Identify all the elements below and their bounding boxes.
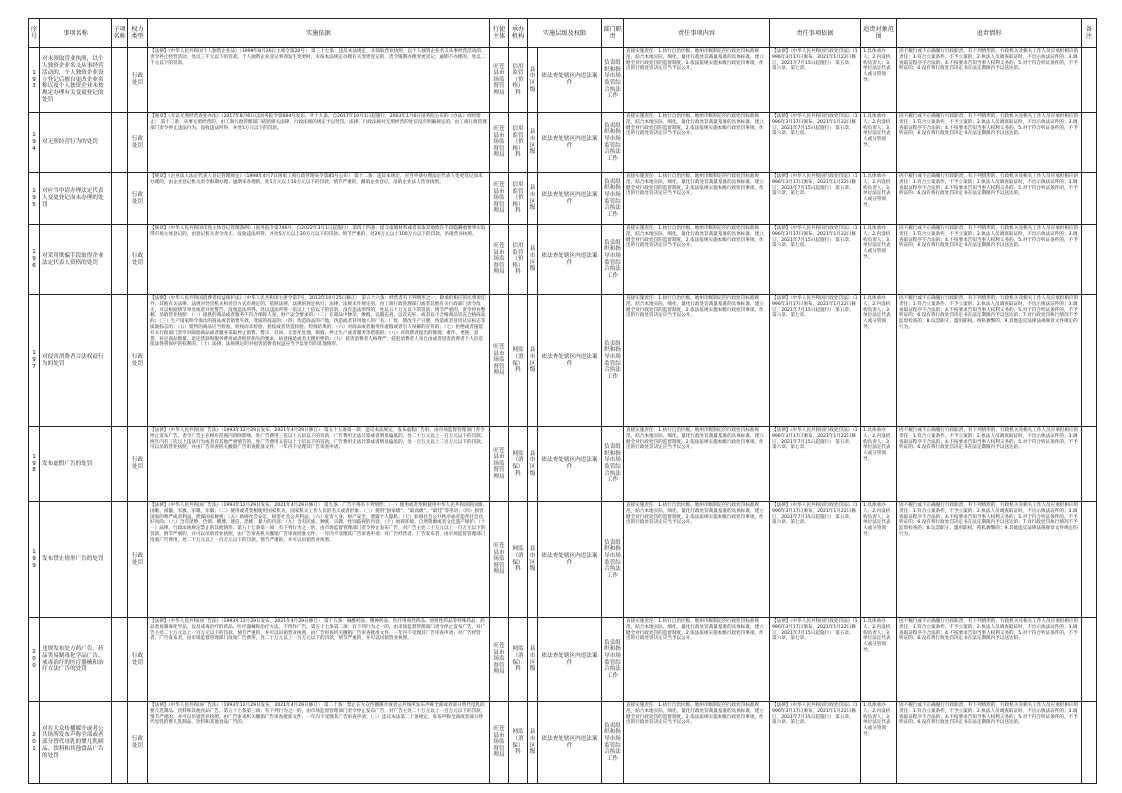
row-seq: 198: [29, 427, 40, 502]
header-seq: 序号: [29, 19, 40, 48]
row-basis: 【规章】《无证无照经营查处办法》（2017年8月6日以国务院令第684号发布，共十九条，自2017年10月1日起施行，2003年1月6日国务院公布的《办法》同时废止） 第十三条：从事无照经营的，由工商行政管理部门依照相关法律、行政法规的规定予以处罚。法律、行政法规对无照经营的处罚没有明确规定的，由工商行政管理部门责令停止违法行为，没收违法所得，并处1万元以下的罚款。: [148, 113, 490, 173]
row-type: 行政处罚: [128, 295, 148, 427]
row-seq: 193: [29, 48, 40, 113]
row-duty: 直接实施责任：1.执行自治区级、地州市级制定的行政处罚标准规范，结合本地实际，细化、量化行政处罚裁量基准的具体标准，建立健全对行政处罚的监督制度。2.依法依规实施本级行政处罚事项，作出的行政处罚决定应当予以公开。: [624, 48, 770, 113]
header-subject: 行使主体: [490, 19, 509, 48]
row-level: 县市区级: [528, 702, 538, 784]
row-basis: 【法律】《中华人民共和国个人独资企业法》（1999年8月30日主席令第20号） 第三十七条：违反本法规定，未领取营业执照，以个人独资企业名义从事经营活动的，责令停止经营活动，处以三千元以下的罚款。个人独资企业登记事项发生变更时，未按本法规定办理有关变更登记的，责令限期办理变更登记；逾期不办理的，处以二千元以下的罚款。: [148, 48, 490, 113]
row-level: 县市区级: [528, 295, 538, 427]
header-dept: 部门职责: [602, 19, 624, 48]
row-duty-basis: 【法律】《中华人民共和国行政处罚法》（1996年3月17日颁布，2021年1月22日修订，2021年7月15日起施行） 第五章、第六章、第七章。: [770, 618, 861, 702]
row-undertaker: 信用监管（价格）科: [509, 225, 528, 295]
row-dept: 负责组织和指导市场监管综合执法工作: [602, 702, 624, 784]
row-seq: 197: [29, 295, 40, 427]
row-name: 对应当申请办理法定代表人变更登记而未办理的处罚: [40, 173, 112, 225]
row-basis: 【规章】《中华人民共和国市场主体登记管理条例》（国务院令第746号，自2022年3月1日起施行） 第四十四条：提交虚假材料或者采取其他欺诈手段隐瞒重要事实取得市场主体登记的，由登记机关责令改正，没收违法所得，并处5万元以上20万元以下的罚款；情节严重的，处20万元以上100万元以下的罚款，吊销营业执照。: [148, 225, 490, 295]
row-level-auth: 依法查处辖区内违法案件: [538, 618, 602, 702]
row-seq: 200: [29, 618, 40, 702]
row-duty: 直接实施责任：1.执行自治区级、地州市级制定的行政处罚标准规范，结合本地实际，细化、量化行政处罚裁量基准的具体标准，建立健全对行政处罚的监督制度。2.依法依规实施本级行政处罚事项，作出的行政处罚决定应当予以公开。: [624, 173, 770, 225]
row-duty-basis: 【法律】《中华人民共和国行政处罚法》（1996年3月17日颁布，2021年1月22日修订，2021年7月15日起施行） 第五章、第六章、第七章。: [770, 502, 861, 618]
row-sub: [112, 502, 128, 618]
row-type: 行政处罚: [128, 48, 148, 113]
row-level-auth: 依法查处辖区内违法案件: [538, 173, 602, 225]
row-sub: [112, 427, 128, 502]
row-name: 对未领取营业执照，以个人独资企业名义从事经营活动的，个人独资企业设立登记后擅自更改企业名称以及个人独资企业未按规定办理有关变更登记的处罚: [40, 48, 112, 113]
table-row: [29, 295, 1097, 427]
row-level-auth: 依法查处辖区内违法案件: [538, 225, 602, 295]
header-basis: 实施依据: [148, 19, 490, 48]
row-sub: [112, 702, 128, 784]
row-level: 县市区级: [528, 427, 538, 502]
row-target: 1.具体承办人；2.内设机构负责人；3.单位法定代表人或分管领导。: [861, 173, 897, 225]
row-target: 1.具体承办人；2.内设机构负责人；3.单位法定代表人或分管领导。: [861, 295, 897, 427]
row-undertaker: 网监（消保）科: [509, 502, 528, 618]
row-remark: [1082, 225, 1097, 295]
row-dept: 负责组织和指导市场监管综合执法工作: [602, 48, 624, 113]
row-type: 行政处罚: [128, 618, 148, 702]
row-target: 1.具体承办人；2.内设机构负责人；3.单位法定代表人或分管领导。: [861, 618, 897, 702]
row-remark: [1082, 173, 1097, 225]
row-name: 违规发布处方药广告、药品类易制毒化学品广告、戒毒治疗的医疗器械和治疗方法广告的处罚: [40, 618, 112, 702]
row-undertaker: 信用监管（价格）科: [509, 113, 528, 173]
row-sub: [112, 295, 128, 427]
row-sub: [112, 48, 128, 113]
row-circ: 因不履行或不正确履行行政职责，有下列情形的，行政机关及相关工作人员应承担相应的责任：1.符合立案条件，不予立案的；2.执法人员调查取证时，不出示执法证件的；3.调查取证程序不合法的；4.不按要求告知当事人权利义务的；5.对于符合听证条件的，不予听证的；6.没有将行政处罚决定书在法定期限内予以送达的；7.对行政处罚执行情况不予监督检查的；8.玩忽职守、滥用职权、徇私舞弊的；9.其他违反法律法规规章文件规定的行为。: [897, 502, 1082, 618]
header-level: 实施层级及权限: [528, 19, 602, 48]
row-subject: 旺苍县市场监督管理局: [490, 173, 509, 225]
table-row: [29, 225, 1097, 295]
row-duty-basis: 【法律】《中华人民共和国行政处罚法》（1996年3月17日颁布，2021年1月22日修订，2021年7月15日起施行） 第五章、第六章、第七章。: [770, 113, 861, 173]
row-duty-basis: 【法律】《中华人民共和国行政处罚法》（1996年3月17日颁布，2021年1月22日修订，2021年7月15日起施行） 第五章、第六章、第七章。: [770, 173, 861, 225]
table-row: [29, 702, 1097, 784]
row-circ: 因不履行或不正确履行行政职责，有下列情形的，行政机关及相关工作人员应承担相应的责任：1.符合立案条件，不予立案的；2.执法人员调查取证时，不出示执法证件的；3.调查取证程序不合法的；4.不按要求告知当事人权利义务的；5.对于符合听证条件的，不予听证的；6.没有将行政处罚决定书在法定期限内予以送达的。: [897, 225, 1082, 295]
row-seq: 201: [29, 702, 40, 784]
header-name: 事项名称: [40, 19, 112, 48]
header-remark: 备注: [1082, 19, 1097, 48]
row-name: 发布禁止情形广告的处罚: [40, 502, 112, 618]
table-row: [29, 48, 1097, 113]
row-dept: 负责组织和指导市场监管综合执法工作: [602, 225, 624, 295]
row-remark: [1082, 295, 1097, 427]
row-level-auth: 依法查处辖区内违法案件: [538, 502, 602, 618]
row-dept: 负责组织和指导市场监管综合执法工作: [602, 618, 624, 702]
row-subject: 旺苍县市场监督管理局: [490, 225, 509, 295]
header-undertaker: 承办机构: [509, 19, 528, 48]
row-circ: 因不履行或不正确履行行政职责，有下列情形的，行政机关及相关工作人员应承担相应的责任：1.符合立案条件，不予立案的；2.执法人员调查取证时，不出示执法证件的；3.调查取证程序不合法的；4.不按要求告知当事人权利义务的；5.对于符合听证条件的，不予听证的；6.没有将行政处罚决定书在法定期限内予以送达的。: [897, 618, 1082, 702]
row-remark: [1082, 427, 1097, 502]
row-level: 县市区级: [528, 173, 538, 225]
row-level-auth: 依法查处辖区内违法案件: [538, 427, 602, 502]
row-level: 县市区级: [528, 113, 538, 173]
row-seq: 196: [29, 225, 40, 295]
row-duty-basis: 【法律】《中华人民共和国行政处罚法》（1996年3月17日颁布，2021年1月22日修订，2021年7月15日起施行） 第五章、第六章、第七章。: [770, 295, 861, 427]
row-level-auth: 依法查处辖区内违法案件: [538, 295, 602, 427]
row-dept: 负责组织和指导市场监管综合执法工作: [602, 502, 624, 618]
row-level-auth: 依法查处辖区内违法案件: [538, 702, 602, 784]
row-duty-basis: 【法律】《中华人民共和国行政处罚法》（1996年3月17日颁布，2021年1月22日修订，2021年7月15日起施行） 第五章、第六章、第七章。: [770, 427, 861, 502]
row-target: 1.具体承办人；2.内设机构负责人；3.单位法定代表人或分管领导。: [861, 225, 897, 295]
header-type: 权力类型: [128, 19, 148, 48]
row-sub: [112, 618, 128, 702]
row-target: 1.具体承办人；2.内设机构负责人；3.单位法定代表人或分管领导。: [861, 702, 897, 784]
row-subject: 旺苍县市场监督管理局: [490, 618, 509, 702]
row-circ: 因不履行或不正确履行行政职责，有下列情形的，行政机关及相关工作人员应承担相应的责任：1.符合立案条件，不予立案的；2.执法人员调查取证时，不出示执法证件的；3.调查取证程序不合法的；4.不按要求告知当事人权利义务的；5.对于符合听证条件的，不予听证的；6.没有将行政处罚决定书在法定期限内予以送达的。: [897, 427, 1082, 502]
row-duty-basis: 【法律】《中华人民共和国行政处罚法》（1996年3月17日颁布，2021年1月22日修订，2021年7月15日起施行） 第五章、第六章、第七章。: [770, 702, 861, 784]
row-remark: [1082, 702, 1097, 784]
row-circ: 因不履行或不正确履行行政职责，有下列情形的，行政机关及相关工作人员应承担相应的责任：1.符合立案条件，不予立案的；2.执法人员调查取证时，不出示执法证件的；3.调查取证程序不合法的；4.不按要求告知当事人权利义务的；5.对于符合听证条件的，不予听证的；6.没有将行政处罚决定书在法定期限内予以送达的。: [897, 113, 1082, 173]
row-duty: 直接实施责任：1.执行自治区级、地州市级制定的行政处罚标准规范，结合本地实际，细化、量化行政处罚裁量基准的具体标准，建立健全对行政处罚的监督制度。2.依法依规实施本级行政处罚事项，作出的行政处罚决定应当予以公开。: [624, 225, 770, 295]
row-name: 对在大众传播媒介或者公共场所发布声称全部或者部分替代母乳的婴儿乳制品、饮料和其他食品广告的处罚: [40, 702, 112, 784]
row-basis: 【规章】《企业法人法定代表人登记管理规定》（1998年4月7日国家工商行政管理局令第85号公布） 第十二条：违反本规定，应当申请办理法定代表人变更登记而未办理的，由企业登记机关责令限期办理；逾期未办理的，处1万元以上10万元以下的罚款；情节严重的，撤销企业登记，吊销企业法人营业执照。: [148, 173, 490, 225]
table-row: [29, 502, 1097, 618]
row-name: 对无照经营行为的处罚: [40, 113, 112, 173]
row-basis: 【法律】《中华人民共和国广告法》（1993年12月29日发布，2021年4月29日修订） 第九条：广告不得有下列情形：（一）使用或者变相使用中华人民共和国的国旗、国歌、国徽，军旗、军歌、军徽；（二）使用或者变相使用国家机关、国家机关工作人员的名义或者形象；（三）使用“国家级”、“最高级”、“最佳”等用语；（四）损害国家的尊严或者利益，泄露国家秘密；（五）妨碍社会安定，损害社会公共利益；（六）危害人身、财产安全，泄露个人隐私；（七）妨碍社会公共秩序或者违背社会良好风尚；（八）含有淫秽、色情、赌博、迷信、恐怖、暴力的内容；（九）含有民族、种族、宗教、性别歧视的内容；（十）妨碍环境、自然资源或者文化遗产保护；（十一）法律、行政法规规定禁止的其他情形。第五十七条第一项：有下列行为之一的，由市场监督管理部门责令停止发布广告，对广告主处二十万元以上一百万元以下的罚款，情节严重的，并可以吊销营业执照，由广告审查机关撤销广告审查批准文件、一年内不受理其广告审查申请；对广告经营者、广告发布者，由市场监督管理部门没收广告费用，处二十万元以上一百万元以下的罚款，情节严重的，并可以吊销营业执照。: [148, 502, 490, 618]
row-subject: 旺苍县市场监督管理局: [490, 702, 509, 784]
row-circ: 因不履行或不正确履行行政职责，有下列情形的，行政机关及相关工作人员应承担相应的责任：1.符合立案条件，不予立案的；2.执法人员调查取证时，不出示执法证件的；3.调查取证程序不合法的；4.不按要求告知当事人权利义务的；5.对于符合听证条件的，不予听证的；6.没有将行政处罚决定书在法定期限内予以送达的。: [897, 48, 1082, 113]
row-name: 对采用欺骗手段取得企业法定代表人资格的处罚: [40, 225, 112, 295]
row-name: 对侵害消费者合法权益行为的处罚: [40, 295, 112, 427]
row-target: 1.具体承办人；2.内设机构负责人；3.单位法定代表人或分管领导。: [861, 113, 897, 173]
row-circ: 因不履行或不正确履行行政职责，有下列情形的，行政机关及相关工作人员应承担相应的责任：1.符合立案条件，不予立案的；2.执法人员调查取证时，不出示执法证件的；3.调查取证程序不合法的；4.不按要求告知当事人权利义务的；5.对于符合听证条件的，不予听证的；6.没有将行政处罚决定书在法定期限内予以送达的。: [897, 173, 1082, 225]
header-row: [29, 19, 1097, 48]
row-type: 行政处罚: [128, 113, 148, 173]
row-circ: 因不履行或不正确履行行政职责，有下列情形的，行政机关及相关工作人员应承担相应的责任：1.符合立案条件，不予立案的；2.执法人员调查取证时，不出示执法证件的；3.调查取证程序不合法的；4.不按要求告知当事人权利义务的；5.对于符合听证条件的，不予听证的；6.没有将行政处罚决定书在法定期限内予以送达的；7.对行政处罚执行情况不予监督检查的；8.玩忽职守、滥用职权、徇私舞弊的；9.其他违反法律法规规章文件规定的行为。: [897, 295, 1082, 427]
row-duty: 直接实施责任：1.执行自治区级、地州市级制定的行政处罚标准规范，结合本地实际，细化、量化行政处罚裁量基准的具体标准，建立健全对行政处罚的监督制度。2.依法依规实施本级行政处罚事项，作出的行政处罚决定应当予以公开。: [624, 427, 770, 502]
row-undertaker: 网监（消保）科: [509, 295, 528, 427]
row-subject: 旺苍县市场监督管理局: [490, 502, 509, 618]
table-row: [29, 113, 1097, 173]
row-sub: [112, 113, 128, 173]
row-level: 县市区级: [528, 502, 538, 618]
table-row: [29, 173, 1097, 225]
row-level: 县市区级: [528, 618, 538, 702]
power-list-table: [28, 18, 1097, 784]
row-dept: 负责组织和指导市场监管综合执法工作: [602, 173, 624, 225]
header-sub: 子项名称: [112, 19, 128, 48]
row-target: 1.具体承办人；2.内设机构负责人；3.单位法定代表人或分管领导。: [861, 48, 897, 113]
row-duty: 直接实施责任：1.执行自治区级、地州市级制定的行政处罚标准规范，结合本地实际，细化、量化行政处罚裁量基准的具体标准，建立健全对行政处罚的监督制度。2.依法依规实施本级行政处罚事项，作出的行政处罚决定应当予以公开。: [624, 618, 770, 702]
row-basis: 【法律】《中华人民共和国广告法》（1993年12月29日发布，2021年4月29日修订） 第五十五条第一款：违反本法规定，发布虚假广告的，由市场监督管理部门责令停止发布广告，责令广告主在相应范围内消除影响，处广告费用三倍以上五倍以下的罚款，广告费用无法计算或者明显偏低的，处二十万元以上一百万元以下的罚款；两年内有三次以上违法行为或者有其他严重情节的，处广告费用五倍以上十倍以下的罚款，广告费用无法计算或者明显偏低的，处一百万元以上二百万元以下的罚款，可以吊销营业执照，并由广告审查机关撤销广告审查批准文件、一年内不受理其广告审查申请。: [148, 427, 490, 502]
row-sub: [112, 225, 128, 295]
row-basis: 【法律】《中华人民共和国广告法》（1993年12月29日发布，2021年4月29日修订） 第十五条：麻醉药品、精神药品、医疗用毒性药品、放射性药品等特殊药品，药品类易制毒化学品，以及戒毒治疗的药品、医疗器械和治疗方法，不得作广告。第五十七条第二项：有下列行为之一的，由市场监督管理部门责令停止发布广告，对广告主处二十万元以上一百万元以下的罚款，情节严重的，并可以吊销营业执照，由广告审查机关撤销广告审查批准文件、一年内不受理其广告审查申请；对广告经营者、广告发布者，由市场监督管理部门没收广告费用，处二十万元以上一百万元以下的罚款，情节严重的，并可以吊销营业执照。: [148, 618, 490, 702]
row-undertaker: 网监（消保）科: [509, 427, 528, 502]
row-basis: 【法律】《中华人民共和国消费者权益保护法》（中华人民共和国主席令第7号，2013年10月25日修正） 第五十六条：经营者有下列情形之一，除承担相应的民事责任外，其他有关法律、法规对处罚机关和处罚方式有规定的，依照法律、法规的规定执行；法律、法规未作规定的，由工商行政管理部门或者其他有关行政部门责令改正，可以根据情节单处或者并处警告、没收违法所得、处以违法所得一倍以上十倍以下的罚款，没有违法所得的，处以五十万元以下的罚款；情节严重的，责令停业整顿、吊销营业执照：（一）提供的商品或者服务不符合保障人身、财产安全要求的；（二）在商品中掺杂、掺假，以假充真，以次充好，或者以不合格商品冒充合格商品的；（三）生产国家明令淘汰的商品或者销售失效、变质的商品的；（四）伪造商品的产地，伪造或者冒用他人的厂名、厂址，篡改生产日期，伪造或者冒用认证标志等质量标志的；（五）销售的商品应当检验、检疫而未检验、检疫或者伪造检验、检疫结果的；（六）对商品或者服务作虚假或者引人误解的宣传的；（七）拒绝或者拖延有关行政部门责令对缺陷商品或者服务采取停止销售、警示、召回、无害化处理、销毁、停止生产或者服务等措施的；（八）对消费者提出的修理、重作、更换、退货、补足商品数量、退还货款和服务费用或者赔偿损失的要求，故意拖延或者无理拒绝的；（九）侵害消费者人格尊严、侵犯消费者人身自由或者侵害消费者个人信息依法得到保护的权利的；（十）法律、法规规定的对损害消费者权益应当予以处罚的其他情形。: [148, 295, 490, 427]
row-sub: [112, 173, 128, 225]
header-duty: 责任事项内容: [624, 19, 770, 48]
row-duty-basis: 【法律】《中华人民共和国行政处罚法》（1996年3月17日颁布，2021年1月22日修订，2021年7月15日起施行） 第五章、第六章、第七章。: [770, 225, 861, 295]
row-undertaker: 信用监管（价格）科: [509, 48, 528, 113]
row-remark: [1082, 113, 1097, 173]
row-target: 1.具体承办人；2.内设机构负责人；3.单位法定代表人或分管领导。: [861, 502, 897, 618]
row-subject: 旺苍县市场监督管理局: [490, 113, 509, 173]
header-target: 追责对象范围: [861, 19, 897, 48]
row-undertaker: 网监（消保）科: [509, 702, 528, 784]
row-basis: 【法律】《中华人民共和国广告法》（1993年12月29日发布，2021年4月29日修订） 第二十条：禁止在大众传播媒介或者公共场所发布声称全部或者部分替代母乳的婴儿乳制品、饮料和其他食品广告。第五十七条第三项：有下列行为之一的，由市场监督管理部门责令停止发布广告，对广告主处二十万元以上一百万元以下的罚款，情节严重的，并可以吊销营业执照，由广告审查机关撤销广告审查批准文件、一年内不受理其广告审查申请；（三）违反本法第二十条规定，发布声称全部或者部分替代母乳的婴儿乳制品、饮料和其他食品广告的。: [148, 702, 490, 784]
row-type: 行政处罚: [128, 173, 148, 225]
row-duty: 直接实施责任：1.执行自治区级、地州市级制定的行政处罚标准规范，结合本地实际，细化、量化行政处罚裁量基准的具体标准，建立健全对行政处罚的监督制度。2.依法依规实施本级行政处罚事项，作出的行政处罚决定应当予以公开。: [624, 295, 770, 427]
row-subject: 旺苍县市场监督管理局: [490, 295, 509, 427]
row-circ: 因不履行或不正确履行行政职责，有下列情形的，行政机关及相关工作人员应承担相应的责任：1.符合立案条件，不予立案的；2.执法人员调查取证时，不出示执法证件的；3.调查取证程序不合法的；4.不按要求告知当事人权利义务的；5.对于符合听证条件的，不予听证的；6.没有将行政处罚决定书在法定期限内予以送达的。: [897, 702, 1082, 784]
row-level: 县市区级: [528, 225, 538, 295]
row-seq: 195: [29, 173, 40, 225]
row-type: 行政处罚: [128, 502, 148, 618]
row-seq: 199: [29, 502, 40, 618]
row-remark: [1082, 618, 1097, 702]
header-duty-basis: 责任事项依据: [770, 19, 861, 48]
row-remark: [1082, 48, 1097, 113]
row-level: 县市区级: [528, 48, 538, 113]
row-duty: 直接实施责任：1.执行自治区级、地州市级制定的行政处罚标准规范，结合本地实际，细化、量化行政处罚裁量基准的具体标准，建立健全对行政处罚的监督制度。2.依法依规实施本级行政处罚事项，作出的行政处罚决定应当予以公开。: [624, 502, 770, 618]
table-row: [29, 618, 1097, 702]
row-dept: 负责组织和指导市场监管综合执法工作: [602, 113, 624, 173]
row-dept: 负责组织和指导市场监管综合执法工作: [602, 295, 624, 427]
row-undertaker: 信用监管（价格）科: [509, 173, 528, 225]
row-duty-basis: 【法律】《中华人民共和国行政处罚法》（1996年3月17日颁布，2021年1月22日修订，2021年7月15日起施行） 第五章、第六章、第七章。: [770, 48, 861, 113]
row-remark: [1082, 502, 1097, 618]
table-row: [29, 427, 1097, 502]
row-duty: 直接实施责任：1.执行自治区级、地州市级制定的行政处罚标准规范，结合本地实际，细化、量化行政处罚裁量基准的具体标准，建立健全对行政处罚的监督制度。2.依法依规实施本级行政处罚事项，作出的行政处罚决定应当予以公开。: [624, 702, 770, 784]
row-type: 行政处罚: [128, 225, 148, 295]
row-target: 1.具体承办人；2.内设机构负责人；3.单位法定代表人或分管领导。: [861, 427, 897, 502]
row-duty: 直接实施责任：1.执行自治区级、地州市级制定的行政处罚标准规范，结合本地实际，细化、量化行政处罚裁量基准的具体标准，建立健全对行政处罚的监督制度。2.依法依规实施本级行政处罚事项，作出的行政处罚决定应当予以公开。: [624, 113, 770, 173]
row-level-auth: 依法查处辖区内违法案件: [538, 113, 602, 173]
row-type: 行政处罚: [128, 427, 148, 502]
row-name: 发布虚假广告的处罚: [40, 427, 112, 502]
row-undertaker: 网监（消保）科: [509, 618, 528, 702]
row-subject: 旺苍县市场监督管理局: [490, 48, 509, 113]
header-circ: 追责情形: [897, 19, 1082, 48]
row-subject: 旺苍县市场监督管理局: [490, 427, 509, 502]
row-dept: 负责组织和指导市场监管综合执法工作: [602, 427, 624, 502]
row-seq: 194: [29, 113, 40, 173]
document-page: [28, 18, 1096, 778]
row-type: 行政处罚: [128, 702, 148, 784]
row-level-auth: 依法查处辖区内违法案件: [538, 48, 602, 113]
